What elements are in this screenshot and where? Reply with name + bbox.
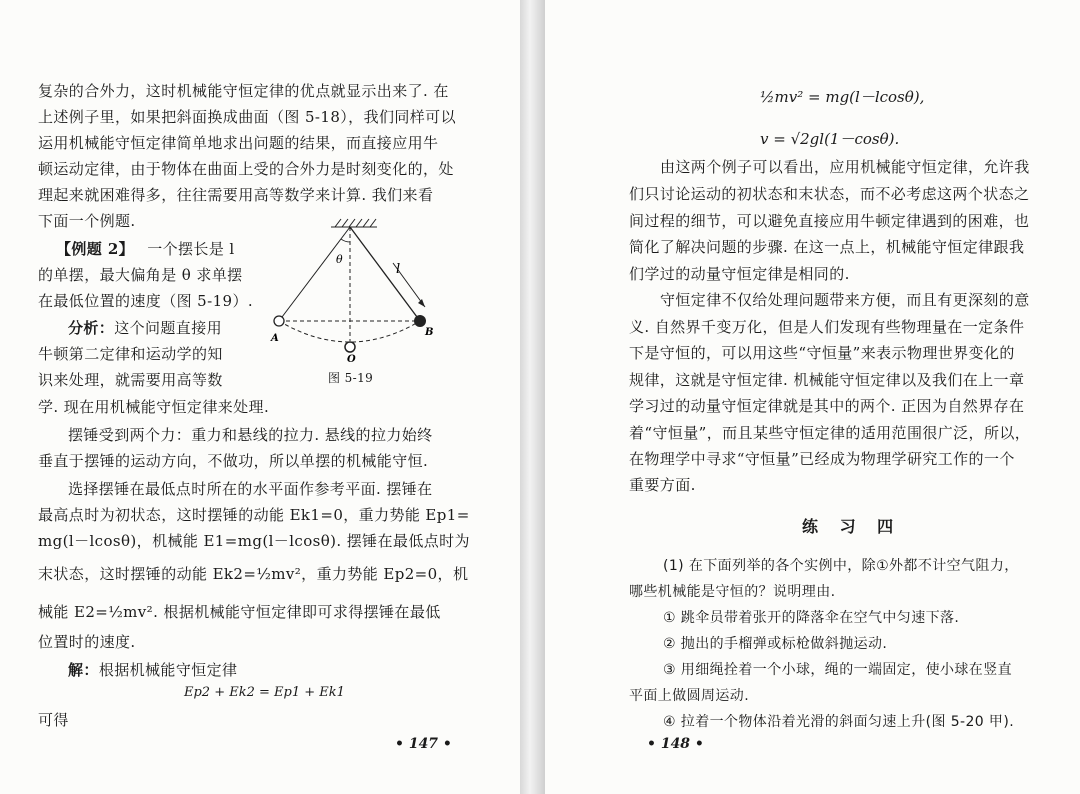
exercise-line: ④ 拉着一个物体沿着光滑的斜面匀速上升(图 5-20 甲). (663, 714, 1015, 730)
left-page (0, 0, 520, 794)
swing-arc (279, 321, 420, 342)
length-label: l (396, 262, 401, 277)
pendulum-figure (265, 213, 445, 388)
text-line: 规律，这就是守恒定律. 机械能守恒定律以及我们在上一章 (629, 371, 1025, 389)
book-gutter (520, 0, 545, 794)
theta-arc (341, 239, 350, 242)
analysis-line: 学. 现在用机械能守恒定律来处理. (38, 398, 270, 416)
ceiling-hatch (331, 219, 377, 227)
example-text: 一个摆长是 l (147, 240, 235, 258)
energy-equation: Ep2 + Ek2 = Ep1 + Ek1 (184, 685, 345, 700)
analysis-line: 牛顿第二定律和运动学的知 (38, 345, 223, 363)
analysis-line (68, 318, 222, 338)
figure-caption: 图 5-19 (328, 371, 374, 385)
formula-energy: ½mv² = mg(l－lcosθ), (760, 88, 925, 106)
text-line: 由这两个例子可以看出，应用机械能守恒定律，允许我 (660, 158, 1030, 176)
exercise-line: (1) 在下面列举的各个实例中，除①外都不计空气阻力， (663, 558, 1019, 574)
exercise-title: 练 习 四 (802, 517, 902, 536)
text-line: 间过程的细节，可以避免直接应用牛顿定律遇到的困难，也 (629, 212, 1030, 230)
string-right (350, 227, 420, 321)
text-line: 上述例子里，如果把斜面换成曲面（图 5-18），我们同样可以 (38, 108, 456, 126)
string-left (279, 227, 350, 321)
text-line: 选择摆锤在最低点时所在的水平面作参考平面. 摆锤在 (68, 480, 433, 498)
text-line: 位置时的速度. (38, 633, 136, 651)
text-line: 义. 自然界千变万化，但是人们发现有些物理量在一定条件 (629, 318, 1025, 336)
exercise-line: ③ 用细绳拴着一个小球，绳的一端固定，使小球在竖直 (663, 662, 1012, 678)
length-arrow-head (418, 299, 425, 307)
right-page (545, 0, 1080, 794)
solution-text: 根据机械能守恒定律 (98, 661, 238, 679)
text-line: 垂直于摆锤的运动方向，不做功，所以单摆的机械能守恒. (38, 452, 429, 470)
example-line (56, 239, 235, 259)
exercise-line: ② 抛出的手榴弹或标枪做斜抛运动. (663, 636, 888, 652)
text-line: 在物理学中寻求“守恒量”已经成为物理学研究工作的一个 (629, 450, 1015, 468)
point-b-label: B (425, 327, 434, 338)
exercise-line: 哪些机械能是守恒的？说明理由. (629, 584, 836, 600)
text-line: 守恒定律不仅给处理问题带来方便，而且有更深刻的意 (660, 291, 1030, 309)
analysis-label: 分析： (68, 319, 115, 337)
analysis-line: 识来处理，就需要用高等数 (38, 371, 223, 389)
formula-velocity: v = √2gl(1－cosθ). (760, 130, 900, 148)
text-line: 下是守恒的，可以用这些“守恒量”来表示物理世界变化的 (629, 344, 1015, 362)
page-number-left: • 147 • (395, 736, 452, 752)
text-line: 学习过的动量守恒定律就是其中的两个. 正因为自然界存在 (629, 397, 1025, 415)
text-line: 重要方面. (629, 476, 696, 494)
example-label: 【例题 2】 (56, 240, 135, 258)
bob-b (414, 315, 426, 327)
analysis-text: 这个问题直接用 (114, 319, 223, 337)
example-line: 的单摆，最大偏角是 θ 求单摆 (38, 266, 243, 284)
text-line: 下面一个例题. (38, 212, 136, 230)
text-line: 械能 E2=½mv². 根据机械能守恒定律即可求得摆锤在最低 (38, 603, 441, 621)
text-line: 可得 (38, 711, 69, 729)
theta-label: θ (336, 253, 343, 266)
text-line: 简化了解决问题的步骤. 在这一点上，机械能守恒定律跟我 (629, 238, 1025, 256)
page-number-right: • 148 • (647, 736, 704, 752)
text-line: 最高点时为初状态，这时摆锤的动能 Ek1=0，重力势能 Ep1= (38, 506, 470, 524)
text-line: 理起来就困难得多，往往需要用高等数学来计算. 我们来看 (38, 186, 434, 204)
bob-o (345, 342, 355, 352)
text-line: 摆锤受到两个力：重力和悬线的拉力. 悬线的拉力始终 (68, 426, 433, 444)
point-o-label: O (347, 354, 356, 365)
text-line: mg(l－lcosθ)，机械能 E1=mg(l－lcosθ). 摆锤在最低点时为 (38, 532, 470, 550)
point-a-label: A (271, 333, 279, 344)
bob-a (274, 316, 284, 326)
text-line: 们学过的动量守恒定律是相同的. (629, 265, 850, 283)
text-line: 复杂的合外力，这时机械能守恒定律的优点就显示出来了. 在 (38, 82, 449, 100)
exercise-line: 平面上做圆周运动. (629, 688, 750, 704)
text-line: 末状态，这时摆锤的动能 Ek2=½mv²，重力势能 Ep2=0，机 (38, 565, 469, 583)
text-line: 们只讨论运动的初状态和末状态，而不必考虑这两个状态之 (629, 185, 1030, 203)
text-line: 着“守恒量”，而且某些守恒定律的适用范围很广泛，所以， (629, 424, 1031, 442)
exercise-line: ① 跳伞员带着张开的降落伞在空气中匀速下落. (663, 610, 960, 626)
solution-line (68, 660, 237, 680)
text-line: 顿运动定律，由于物体在曲面上受的合外力是时刻变化的，处 (38, 160, 454, 178)
text-line: 运用机械能守恒定律简单地求出问题的结果，而直接应用牛 (38, 134, 439, 152)
solution-label: 解： (68, 661, 99, 679)
example-line: 在最低位置的速度（图 5-19）. (38, 292, 254, 310)
